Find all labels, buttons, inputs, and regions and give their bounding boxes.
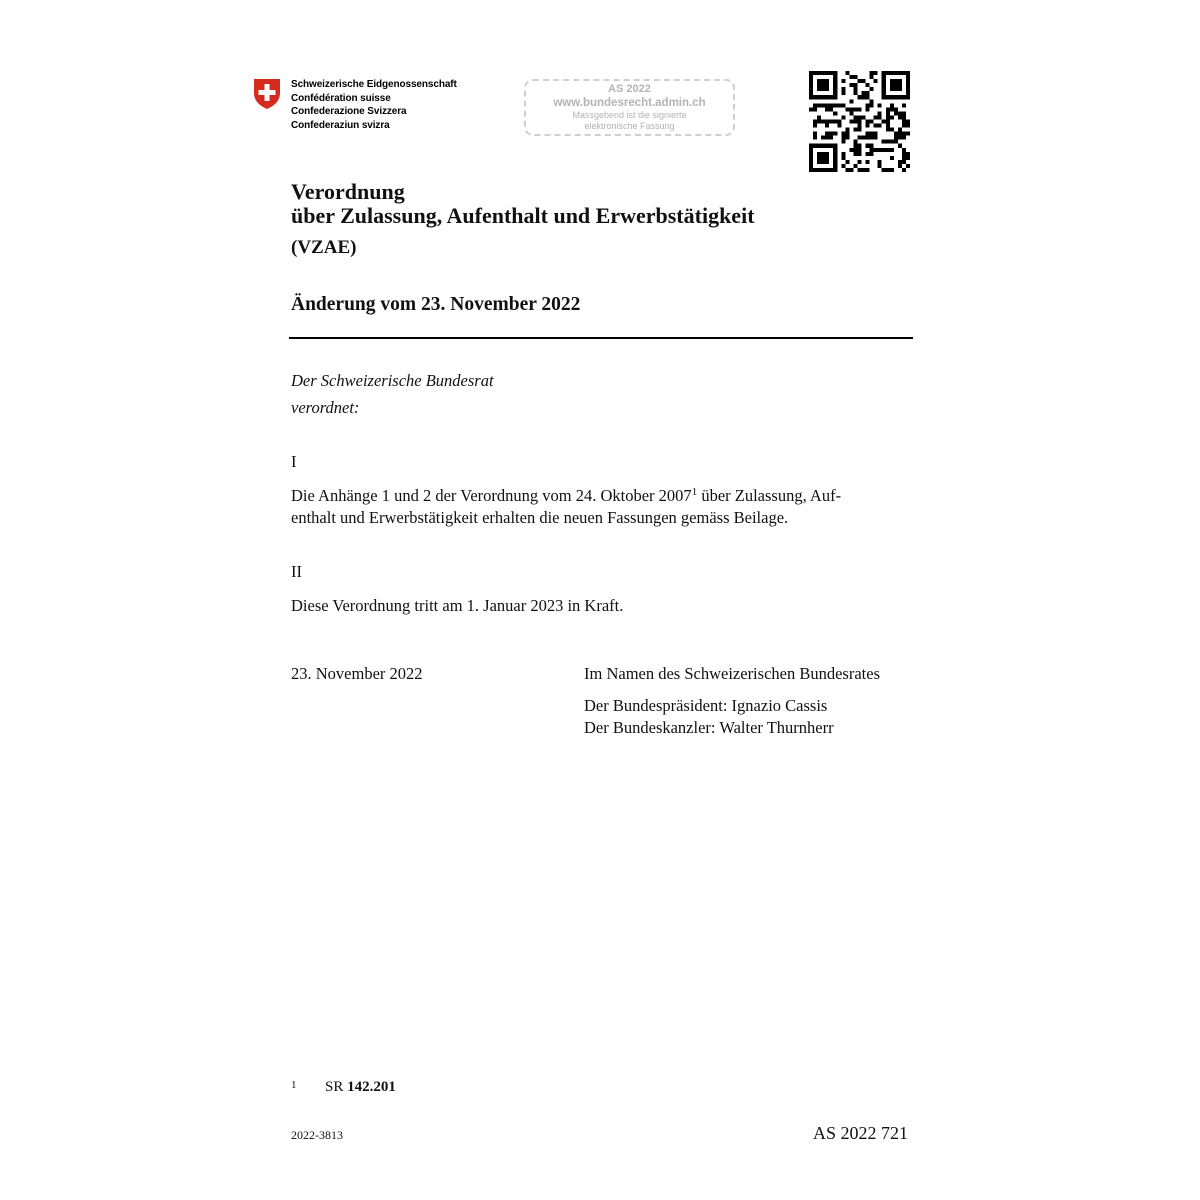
- stamp-line-4: elektronische Fassung: [584, 121, 675, 131]
- signatories: [584, 695, 834, 739]
- stamp-line-2: www.bundesrecht.admin.ch: [553, 97, 706, 109]
- section-1-heading: I: [291, 452, 297, 471]
- footnote-prefix: SR: [325, 1079, 348, 1095]
- title-line-1: Verordnung: [291, 179, 405, 204]
- preamble-line-2: verordnet:: [291, 398, 360, 417]
- confederation-name-it: Confederazione Svizzera: [291, 106, 407, 117]
- footnote-text: [325, 1079, 396, 1096]
- signatory-chancellor: Der Bundeskanzler: Walter Thurnherr: [584, 718, 834, 737]
- authenticity-stamp: [524, 79, 735, 136]
- signing-date: 23. November 2022: [291, 664, 423, 683]
- section-2-text: Diese Verordnung tritt am 1. Januar 2023 in Kraft.: [291, 596, 624, 615]
- signature-intro: Im Namen des Schweizerischen Bundesrates: [584, 664, 880, 683]
- footnote-reference[interactable]: 1: [691, 486, 698, 498]
- footnote-sr-reference[interactable]: 142.201: [347, 1079, 396, 1095]
- preamble: [291, 367, 494, 421]
- amendment-date: Änderung vom 23. November 2022: [291, 294, 581, 315]
- stamp-line-1: AS 2022: [608, 83, 651, 95]
- page-reference: AS 2022 721: [812, 1123, 908, 1143]
- section-2-heading: II: [291, 562, 302, 581]
- qr-code-icon: [809, 71, 910, 172]
- footnote-number: 1: [291, 1079, 297, 1091]
- confederation-names: [291, 78, 457, 132]
- document-number: 2022-3813: [291, 1128, 343, 1142]
- stamp-line-3: Massgebend ist die signierte: [572, 110, 687, 120]
- title-divider: [289, 337, 913, 339]
- document-title: [291, 180, 755, 228]
- confederation-name-fr: Confédération suisse: [291, 92, 391, 104]
- preamble-line-1: Der Schweizerische Bundesrat: [291, 371, 494, 390]
- swiss-cross-icon: [252, 77, 282, 110]
- confederation-name-rm: Confederaziun svizra: [291, 119, 390, 131]
- section-1-text-line-2: enthalt und Erwerbstätigkeit erhalten die neuen Fassungen gemäss Beilage.: [291, 508, 789, 527]
- document-abbreviation: (VZAE): [291, 237, 357, 258]
- section-1-text: [291, 485, 911, 529]
- title-line-2: über Zulassung, Aufenthalt und Erwerbstätigkeit: [291, 203, 755, 228]
- signatory-president: Der Bundespräsident: Ignazio Cassis: [584, 696, 828, 715]
- section-1-text-part-b: über Zulassung, Auf-: [697, 486, 842, 505]
- section-1-text-part-a: Die Anhänge 1 und 2 der Verordnung vom 24. Oktober 2007: [291, 486, 692, 505]
- confederation-name-de: Schweizerische Eidgenossenschaft: [291, 79, 457, 90]
